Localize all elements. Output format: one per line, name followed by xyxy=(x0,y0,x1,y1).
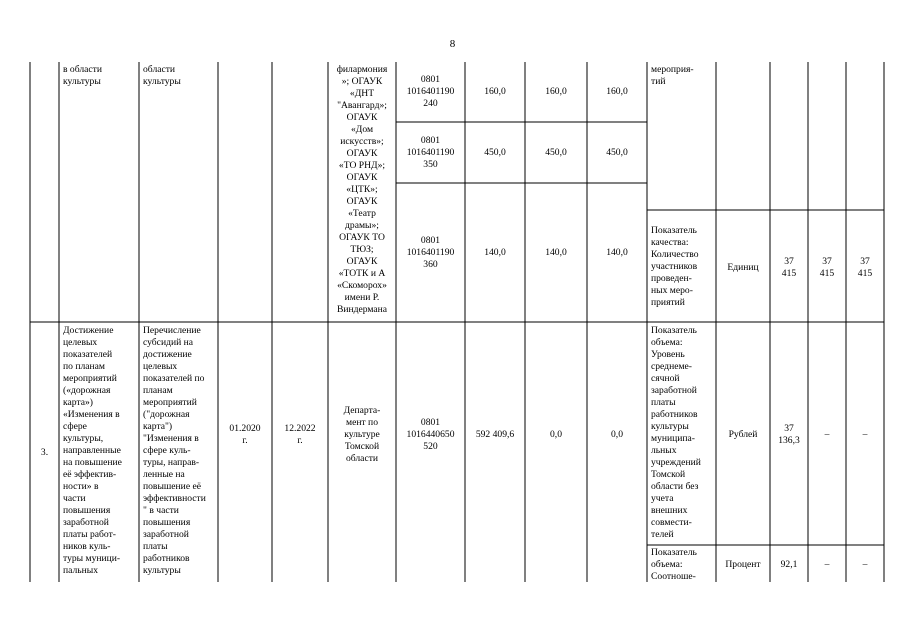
measure-text-continued: области культуры xyxy=(143,64,181,87)
end-date: 12.2022 г. xyxy=(284,423,316,446)
measure-text: Перечисление субсидий на достижение целевых показателей по планам мероприятий ("дорожная карта") "Изменения в сфере куль- туры, направ- ленные на повышение её эффективности " в части повышения заработной платы работников культуры xyxy=(143,325,206,576)
page-number: 8 xyxy=(449,38,456,50)
indicator-unit-quality: Единиц xyxy=(727,262,759,273)
indicator-value-salary-year1: 37 136,3 xyxy=(778,423,800,446)
indicator-value-quality-year1: 37 415 xyxy=(781,256,797,279)
indicator-name-continued: мероприя- тий xyxy=(651,64,694,87)
budget-code-3: 0801 1016401190 360 xyxy=(406,235,455,270)
indicator-unit-salary: Рублей xyxy=(728,429,758,440)
goal-text-continued: в области культуры xyxy=(63,64,102,87)
start-date: 01.2020 г. xyxy=(229,423,261,446)
indicator-value-salary-year2: – xyxy=(824,429,830,440)
budget-value-2-year2: 450,0 xyxy=(545,147,567,158)
budget-value-1-year1: 160,0 xyxy=(484,86,506,97)
budget-value-2-year1: 450,0 xyxy=(484,147,506,158)
item-number: 3. xyxy=(40,447,49,458)
indicator-unit-ratio: Процент xyxy=(725,559,761,570)
indicator-value-quality-year3: 37 415 xyxy=(857,256,873,279)
budget-code-1: 0801 1016401190 240 xyxy=(406,74,455,109)
budget-value-year2: 0,0 xyxy=(550,429,562,440)
executor-text: Департа- мент по культуре Томской области xyxy=(343,405,381,464)
indicator-value-ratio-year3: – xyxy=(862,559,868,570)
executor-text-continued: филармония »; ОГАУК «ДНТ "Авангард»; ОГАУК «Дом искусств»; ОГАУК «ТО РНД»; ОГАУК «ЦТК»; ОГАУК «Театр драмы»; ОГАУК ТО ТЮЗ; ОГАУК «ТОТК и А «Скоморох» имени Р. Виндермана xyxy=(336,64,388,315)
budget-code: 0801 1016440650 520 xyxy=(406,417,455,452)
indicator-value-salary-year3: – xyxy=(862,429,868,440)
budget-value-3-year2: 140,0 xyxy=(545,247,567,258)
budget-code-2: 0801 1016401190 350 xyxy=(406,135,455,170)
budget-value-1-year2: 160,0 xyxy=(545,86,567,97)
indicator-value-ratio-year2: – xyxy=(824,559,830,570)
indicator-name-ratio: Показатель объема: Соотноше- xyxy=(651,547,697,582)
indicator-name-salary: Показатель объема: Уровень среднеме- сячной заработной платы работников культуры муниципа- льных учреждений Томской области без учета внешних совмести- телей xyxy=(651,325,701,540)
budget-value-year3: 0,0 xyxy=(611,429,623,440)
budget-value-3-year3: 140,0 xyxy=(606,247,628,258)
indicator-value-quality-year2: 37 415 xyxy=(819,256,835,279)
budget-value-3-year1: 140,0 xyxy=(484,247,506,258)
budget-value-1-year3: 160,0 xyxy=(606,86,628,97)
indicator-value-ratio-year1: 92,1 xyxy=(780,559,798,570)
indicator-name-quality: Показатель качества: Количество участников проведен- ных меро- приятий xyxy=(651,225,699,308)
goal-text: Достижение целевых показателей по планам мероприятий («дорожная карта») «Изменения в сфере культуры, направленные на повышение её эффектив- ности» в части повышения заработной платы работ- ников куль- туры муници- пальных xyxy=(63,325,122,576)
budget-value-2-year3: 450,0 xyxy=(606,147,628,158)
budget-value-year1: 592 409,6 xyxy=(475,429,515,440)
